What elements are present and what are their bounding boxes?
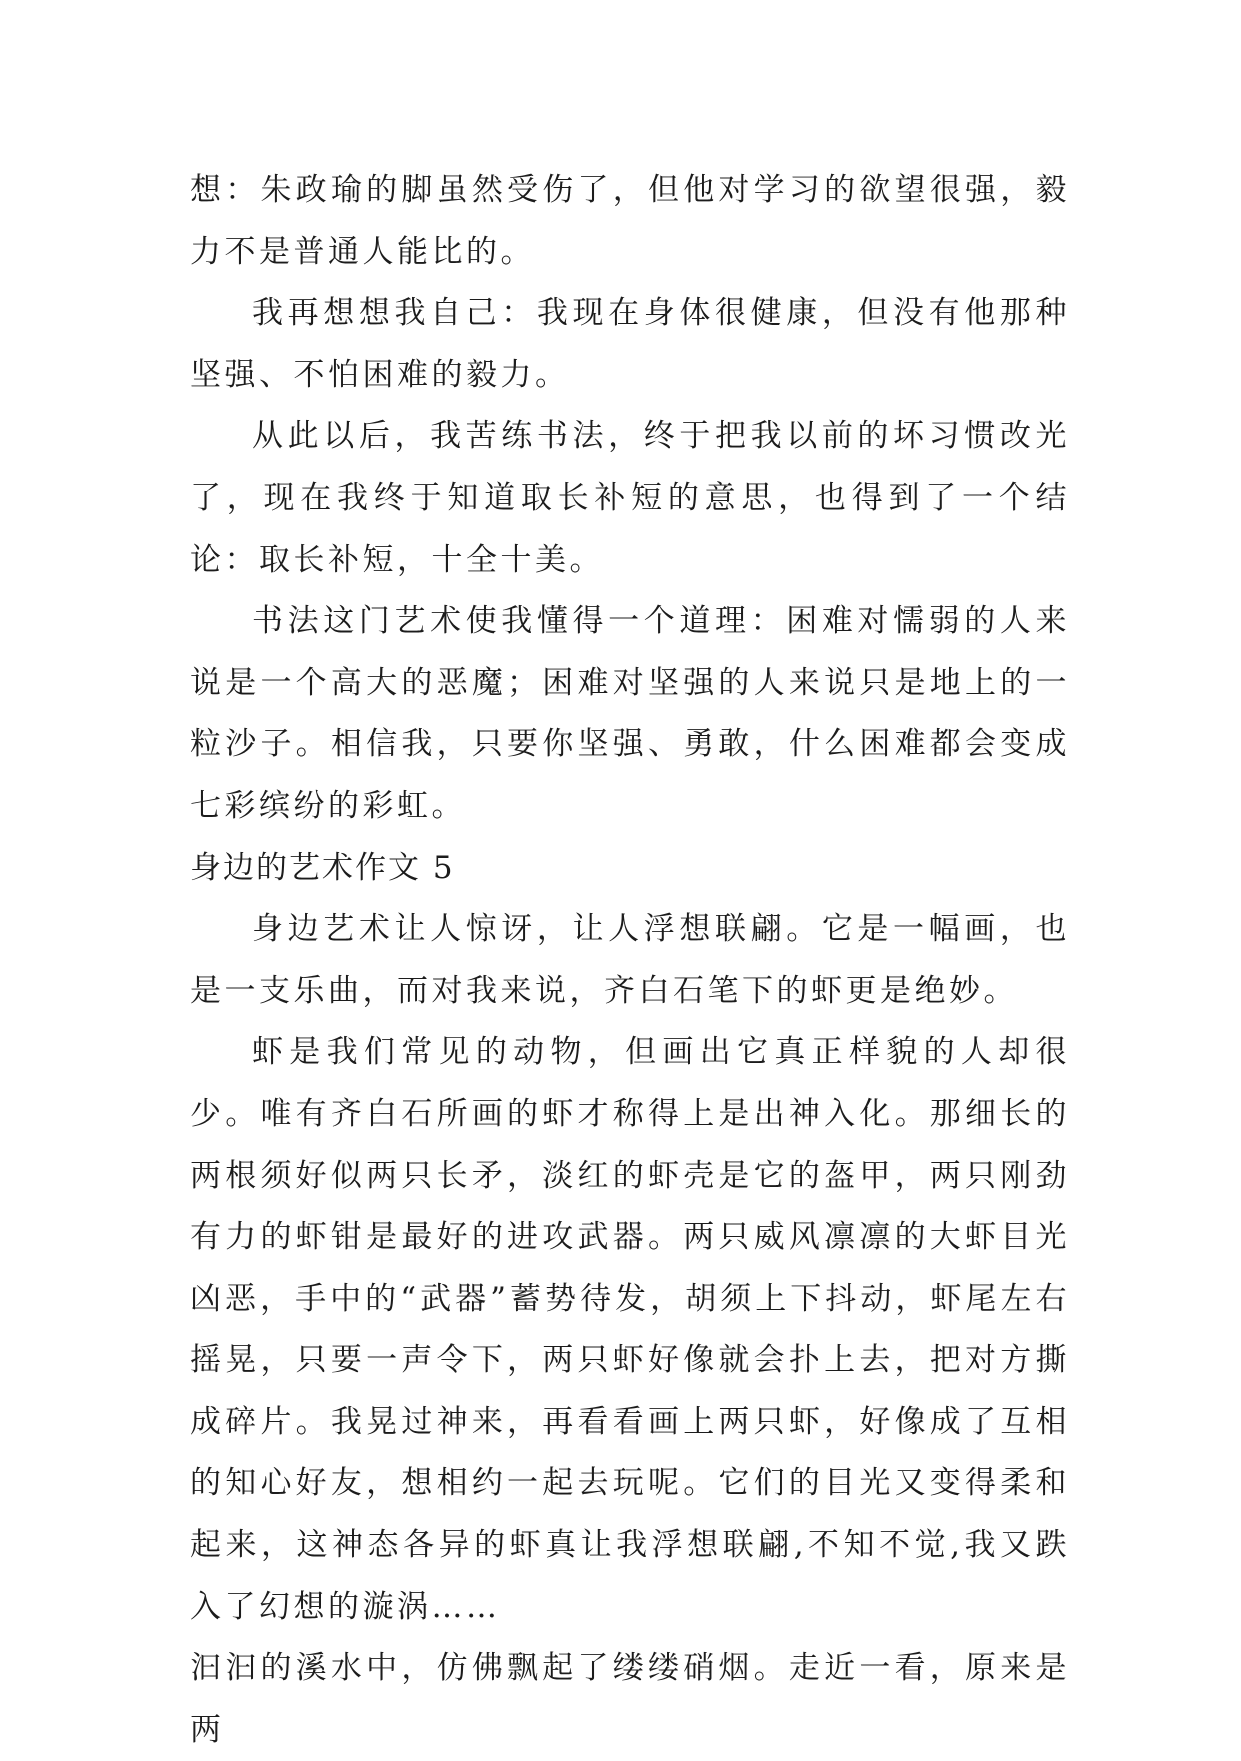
paragraph: 想：朱政瑜的脚虽然受伤了，但他对学习的欲望很强，毅力不是普通人能比的。 [190, 172, 1070, 270]
paragraph: 身边艺术让人惊讶，让人浮想联翩。它是一幅画，也是一支乐曲，而对我来说，齐白石笔下的虾更是绝妙。 [190, 911, 1070, 1009]
document-body [190, 160, 1070, 1761]
paragraph: 汩汩的溪水中，仿佛飘起了缕缕硝烟。走近一看，原来是两 [190, 1650, 1070, 1748]
paragraph: 我再想想我自己：我现在身体很健康，但没有他那种坚强、不怕困难的毅力。 [190, 295, 1070, 393]
paragraph: 书法这门艺术使我懂得一个道理：困难对懦弱的人来说是一个高大的恶魔；困难对坚强的人来说只是地上的一粒沙子。相信我，只要你坚强、勇敢，什么困难都会变成七彩缤纷的彩虹。 [190, 603, 1070, 824]
paragraph: 虾是我们常见的动物，但画出它真正样貌的人却很少。唯有齐白石所画的虾才称得上是出神入化。那细长的两根须好似两只长矛，淡红的虾壳是它的盔甲，两只刚劲有力的虾钳是最好的进攻武器。两只威风凛凛的大虾目光凶恶，手中的“武器”蓄势待发，胡须上下抖动，虾尾左右摇晃，只要一声令下，两只虾好像就会扑上去，把对方撕成碎片。我晃过神来，再看看画上两只虾，好像成了互相的知心好友，想相约一起去玩呢。它们的目光又变得柔和起来，这神态各异的虾真让我浮想联翩,不知不觉,我又跌入了幻想的漩涡…… [190, 1034, 1070, 1625]
paragraph: 从此以后，我苦练书法，终于把我以前的坏习惯改光了，现在我终于知道取长补短的意思，也得到了一个结论：取长补短，十全十美。 [190, 418, 1070, 578]
section-title: 身边的艺术作文 5 [190, 849, 455, 886]
